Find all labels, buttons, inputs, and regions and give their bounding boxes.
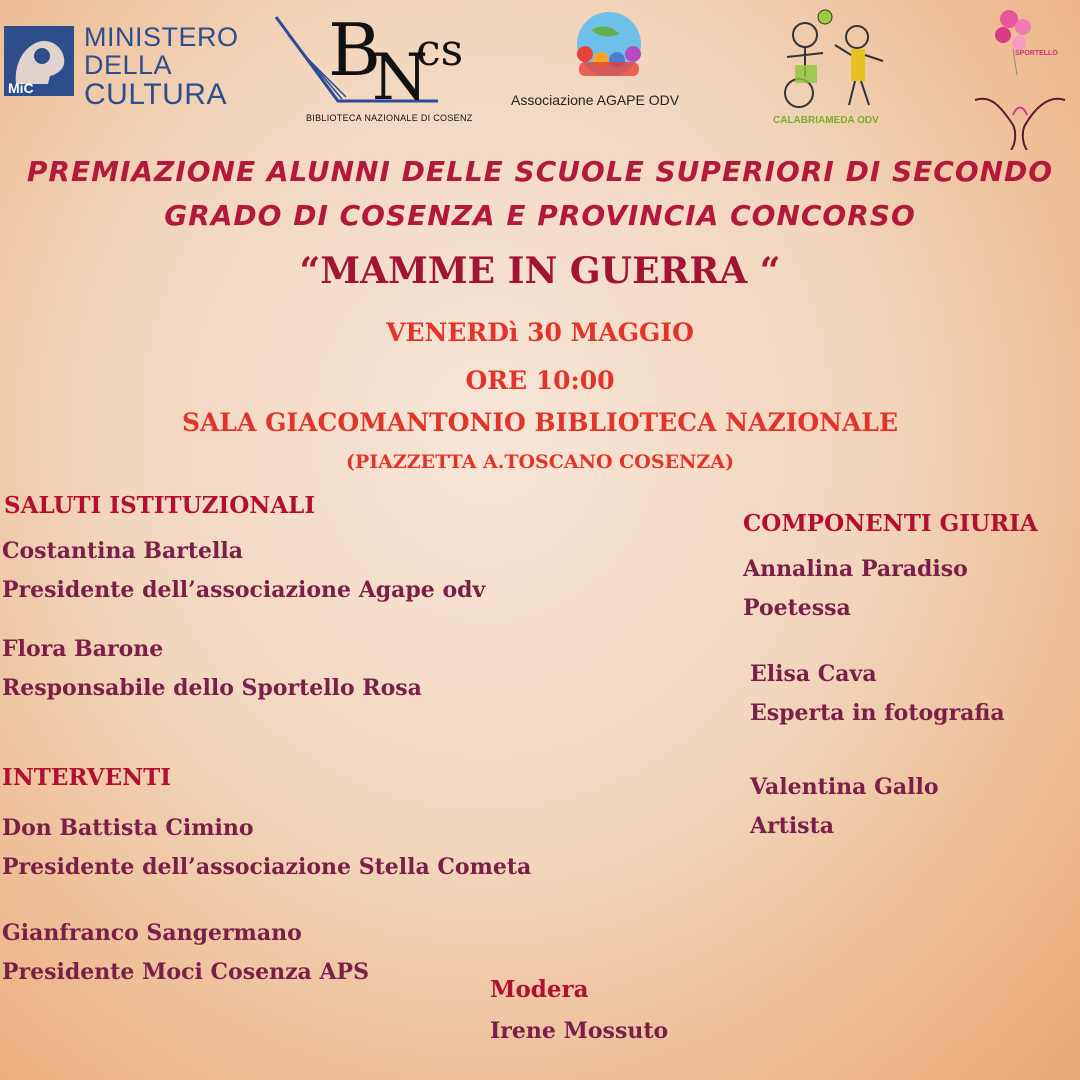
agape-caption: Associazione AGAPE ODV	[511, 92, 680, 108]
globe-children-icon	[505, 8, 715, 88]
person-name: Elisa Cava	[750, 661, 877, 687]
ministero-line1: MINISTERO	[84, 22, 239, 52]
intervention-entry	[2, 920, 369, 985]
ministero-cultura-logo	[4, 18, 244, 111]
open-book-icon	[268, 5, 468, 113]
greeting-entry	[2, 538, 485, 603]
balloons-dancers-icon	[965, 5, 1075, 150]
contest-title: “MAMME IN GUERRA “	[299, 250, 781, 292]
ministero-line2: DELLA	[84, 50, 173, 80]
event-venue: SALA GIACOMANTONIO BIBLIOTECA NAZIONALE	[181, 408, 899, 437]
calabriameda-caption: CALABRIAMEDA ODV	[773, 115, 879, 126]
biblioteca-nazionale-logo	[268, 5, 473, 125]
person-name: Costantina Bartella	[2, 538, 243, 564]
bncs-mark: B	[328, 8, 381, 92]
person-role: Presidente Moci Cosenza APS	[2, 959, 369, 985]
person-role: Presidente dell’associazione Stella Cometa	[2, 854, 532, 880]
mic-badge: MiC	[8, 80, 34, 96]
person-name: Annalina Paradiso	[743, 556, 968, 582]
person-name: Don Battista Cimino	[2, 815, 254, 841]
jury-entry	[750, 774, 939, 839]
person-role: Esperta in fotografia	[750, 700, 1005, 726]
person-role: Artista	[750, 813, 834, 839]
intervention-entry	[2, 815, 531, 880]
moderator-name: Irene Mossuto	[490, 1018, 669, 1044]
greetings-heading: SALUTI ISTITUZIONALI	[4, 492, 316, 519]
greeting-entry	[2, 636, 422, 701]
jury-entry	[743, 556, 968, 621]
bncs-mark-n: N	[372, 41, 428, 113]
calabriameda-logo	[765, 5, 915, 130]
person-name: Gianfranco Sangermano	[2, 920, 302, 946]
event-address: (PIAZZETTA A.TOSCANO COSENZA)	[345, 451, 735, 473]
sportello-rosa-logo	[965, 5, 1075, 150]
title-line-1: PREMIAZIONE ALUNNI DELLE SCUOLE SUPERIORI DI SECONDO	[26, 155, 1054, 188]
agape-logo	[505, 8, 715, 118]
jury-entry	[750, 661, 1005, 726]
jury-heading: COMPONENTI GIURIA	[743, 510, 1038, 537]
event-time: ORE 10:00	[465, 366, 615, 395]
bncs-mark-cs: cs	[416, 25, 464, 76]
event-date: VENERDì 30 MAGGIO	[386, 318, 694, 347]
sportello-caption: SPORTELLO	[1015, 50, 1058, 57]
person-name: Flora Barone	[2, 636, 164, 662]
person-name: Valentina Gallo	[750, 774, 939, 800]
interventions-heading: INTERVENTI	[2, 764, 171, 791]
children-drawing-icon	[765, 5, 915, 113]
ministero-line3: CULTURA	[84, 78, 227, 111]
title-line-2: GRADO DI COSENZA E PROVINCIA CONCORSO	[164, 199, 916, 232]
moderator-heading: Modera	[490, 976, 589, 1003]
biblioteca-caption: BIBLIOTECA NAZIONALE DI COSENZ	[306, 113, 473, 123]
person-role: Responsabile dello Sportello Rosa	[2, 675, 422, 701]
person-role: Presidente dell’associazione Agape odv	[2, 577, 486, 603]
person-role: Poetessa	[743, 595, 851, 621]
